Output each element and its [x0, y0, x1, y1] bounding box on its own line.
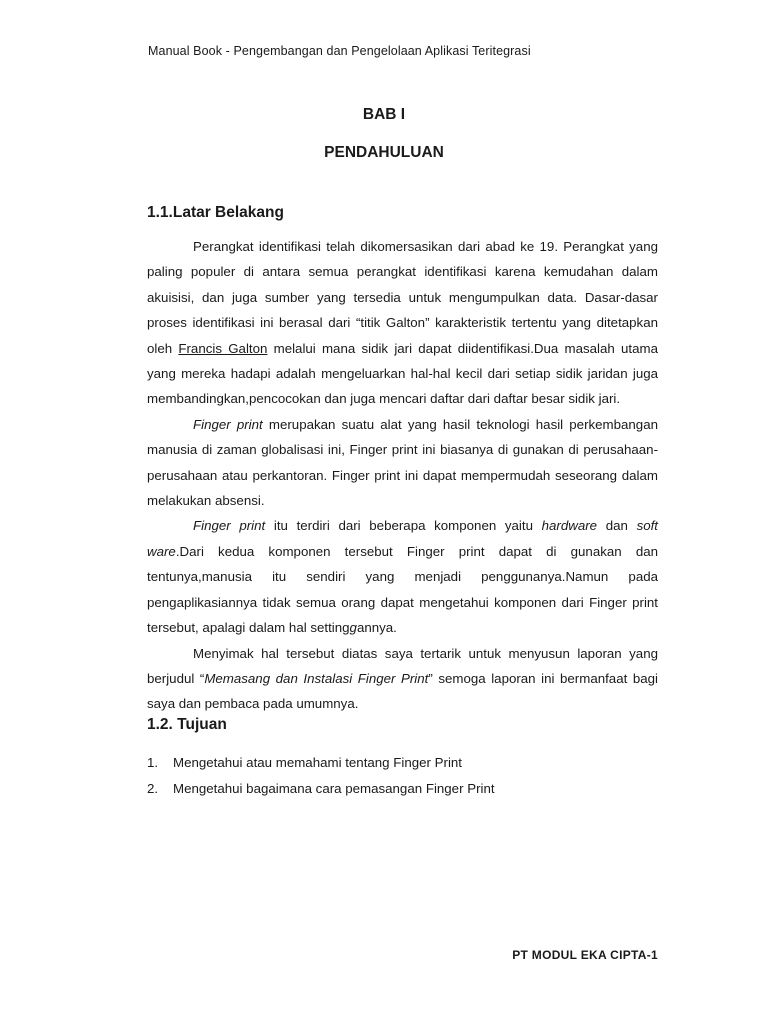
paragraph-3-text-2: dan — [597, 518, 637, 534]
paragraph-3-text-4: annya. — [356, 620, 397, 636]
paragraph-4-text-1: Menyimak hal tersebut diatas saya tertarik untuk menyusun laporan yang berjudul “ — [147, 645, 658, 686]
list-item-number: 2. — [147, 781, 159, 796]
paragraph-4 — [147, 641, 658, 717]
paragraph-1 — [147, 234, 658, 412]
list-item — [147, 776, 667, 802]
paragraph-2-emphasis: Finger print — [193, 416, 263, 432]
paragraph-3-emphasis-g: g — [349, 620, 357, 636]
paragraph-1-text-b: melalui mana sidik jari dapat diidentifikasi.Dua masalah utama yang mereka hadapi adalah mengeluarkan hal-hal kecil dari setiap sidik jaridan juga membandingkan,pencocokan dan juga mencari daftar dari daftar besar sidik jari. — [147, 340, 658, 407]
list-item-text: Mengetahui atau memahami tentang Finger Print — [173, 755, 462, 770]
paragraph-4-emphasis: Memasang dan Instalasi Finger Print — [204, 670, 429, 686]
section-heading-latar-belakang: 1.1.Latar Belakang — [147, 204, 284, 221]
paragraph-3 — [147, 513, 658, 640]
chapter-number: BAB I — [362, 106, 406, 123]
section-heading-tujuan: 1.2. Tujuan — [147, 716, 227, 733]
paragraph-1-text-a: Perangkat identifikasi telah dikomersasikan dari abad ke 19. Perangkat yang paling populer di antara semua perangkat identifikasi karena kemudahan dalam akuisisi, dan juga sumber yang tersedia untuk mengumpulkan data. Dasar-dasar proses identifikasi ini berasal dari “titik Galton” karakteristik tertentu yang ditetapkan oleh — [147, 239, 658, 356]
paragraph-3-text-1: itu terdiri dari beberapa komponen yaitu — [265, 518, 542, 534]
paragraph-4-text-2: ” semoga laporan ini bermanfaat bagi saya dan pembaca pada umumnya. — [147, 670, 658, 712]
running-header: Manual Book - Pengembangan dan Pengelolaan Aplikasi Teritegrasi — [148, 44, 531, 58]
list-item-number: 1. — [147, 755, 159, 770]
section-body-latar-belakang — [147, 234, 658, 717]
list-item — [147, 750, 667, 776]
paragraph-3-emphasis-1: Finger print — [193, 518, 266, 534]
paragraph-2 — [147, 412, 658, 514]
francis-galton-link[interactable]: Francis Galton — [178, 340, 268, 356]
page-footer: PT MODUL EKA CIPTA-1 — [512, 948, 658, 962]
list-item-text: Mengetahui bagaimana cara pemasangan Finger Print — [173, 781, 495, 796]
paragraph-3-emphasis-hardware: hardware — [541, 518, 598, 534]
paragraph-3-emphasis-software: soft ware — [147, 518, 658, 559]
paragraph-3-text-3: .Dari kedua komponen tersebut Finger print dapat di gunakan dan tentunya,manusia itu sendiri yang menjadi penggunanya.Namun pada pengaplikasiannya tidak semua orang dapat mengetahui komponen dari Finger print tersebut, apalagi dalam hal setting — [147, 543, 658, 636]
chapter-title: PENDAHULUAN — [324, 144, 444, 161]
paragraph-2-text: merupakan suatu alat yang hasil teknologi hasil perkembangan manusia di zaman globalisasi ini, Finger print ini biasanya di gunakan di perusahaan-perusahaan atau perkantoran. Finger print ini dapat mempermudah seseorang dalam melakukan absensi. — [147, 416, 658, 509]
tujuan-list — [147, 750, 667, 802]
